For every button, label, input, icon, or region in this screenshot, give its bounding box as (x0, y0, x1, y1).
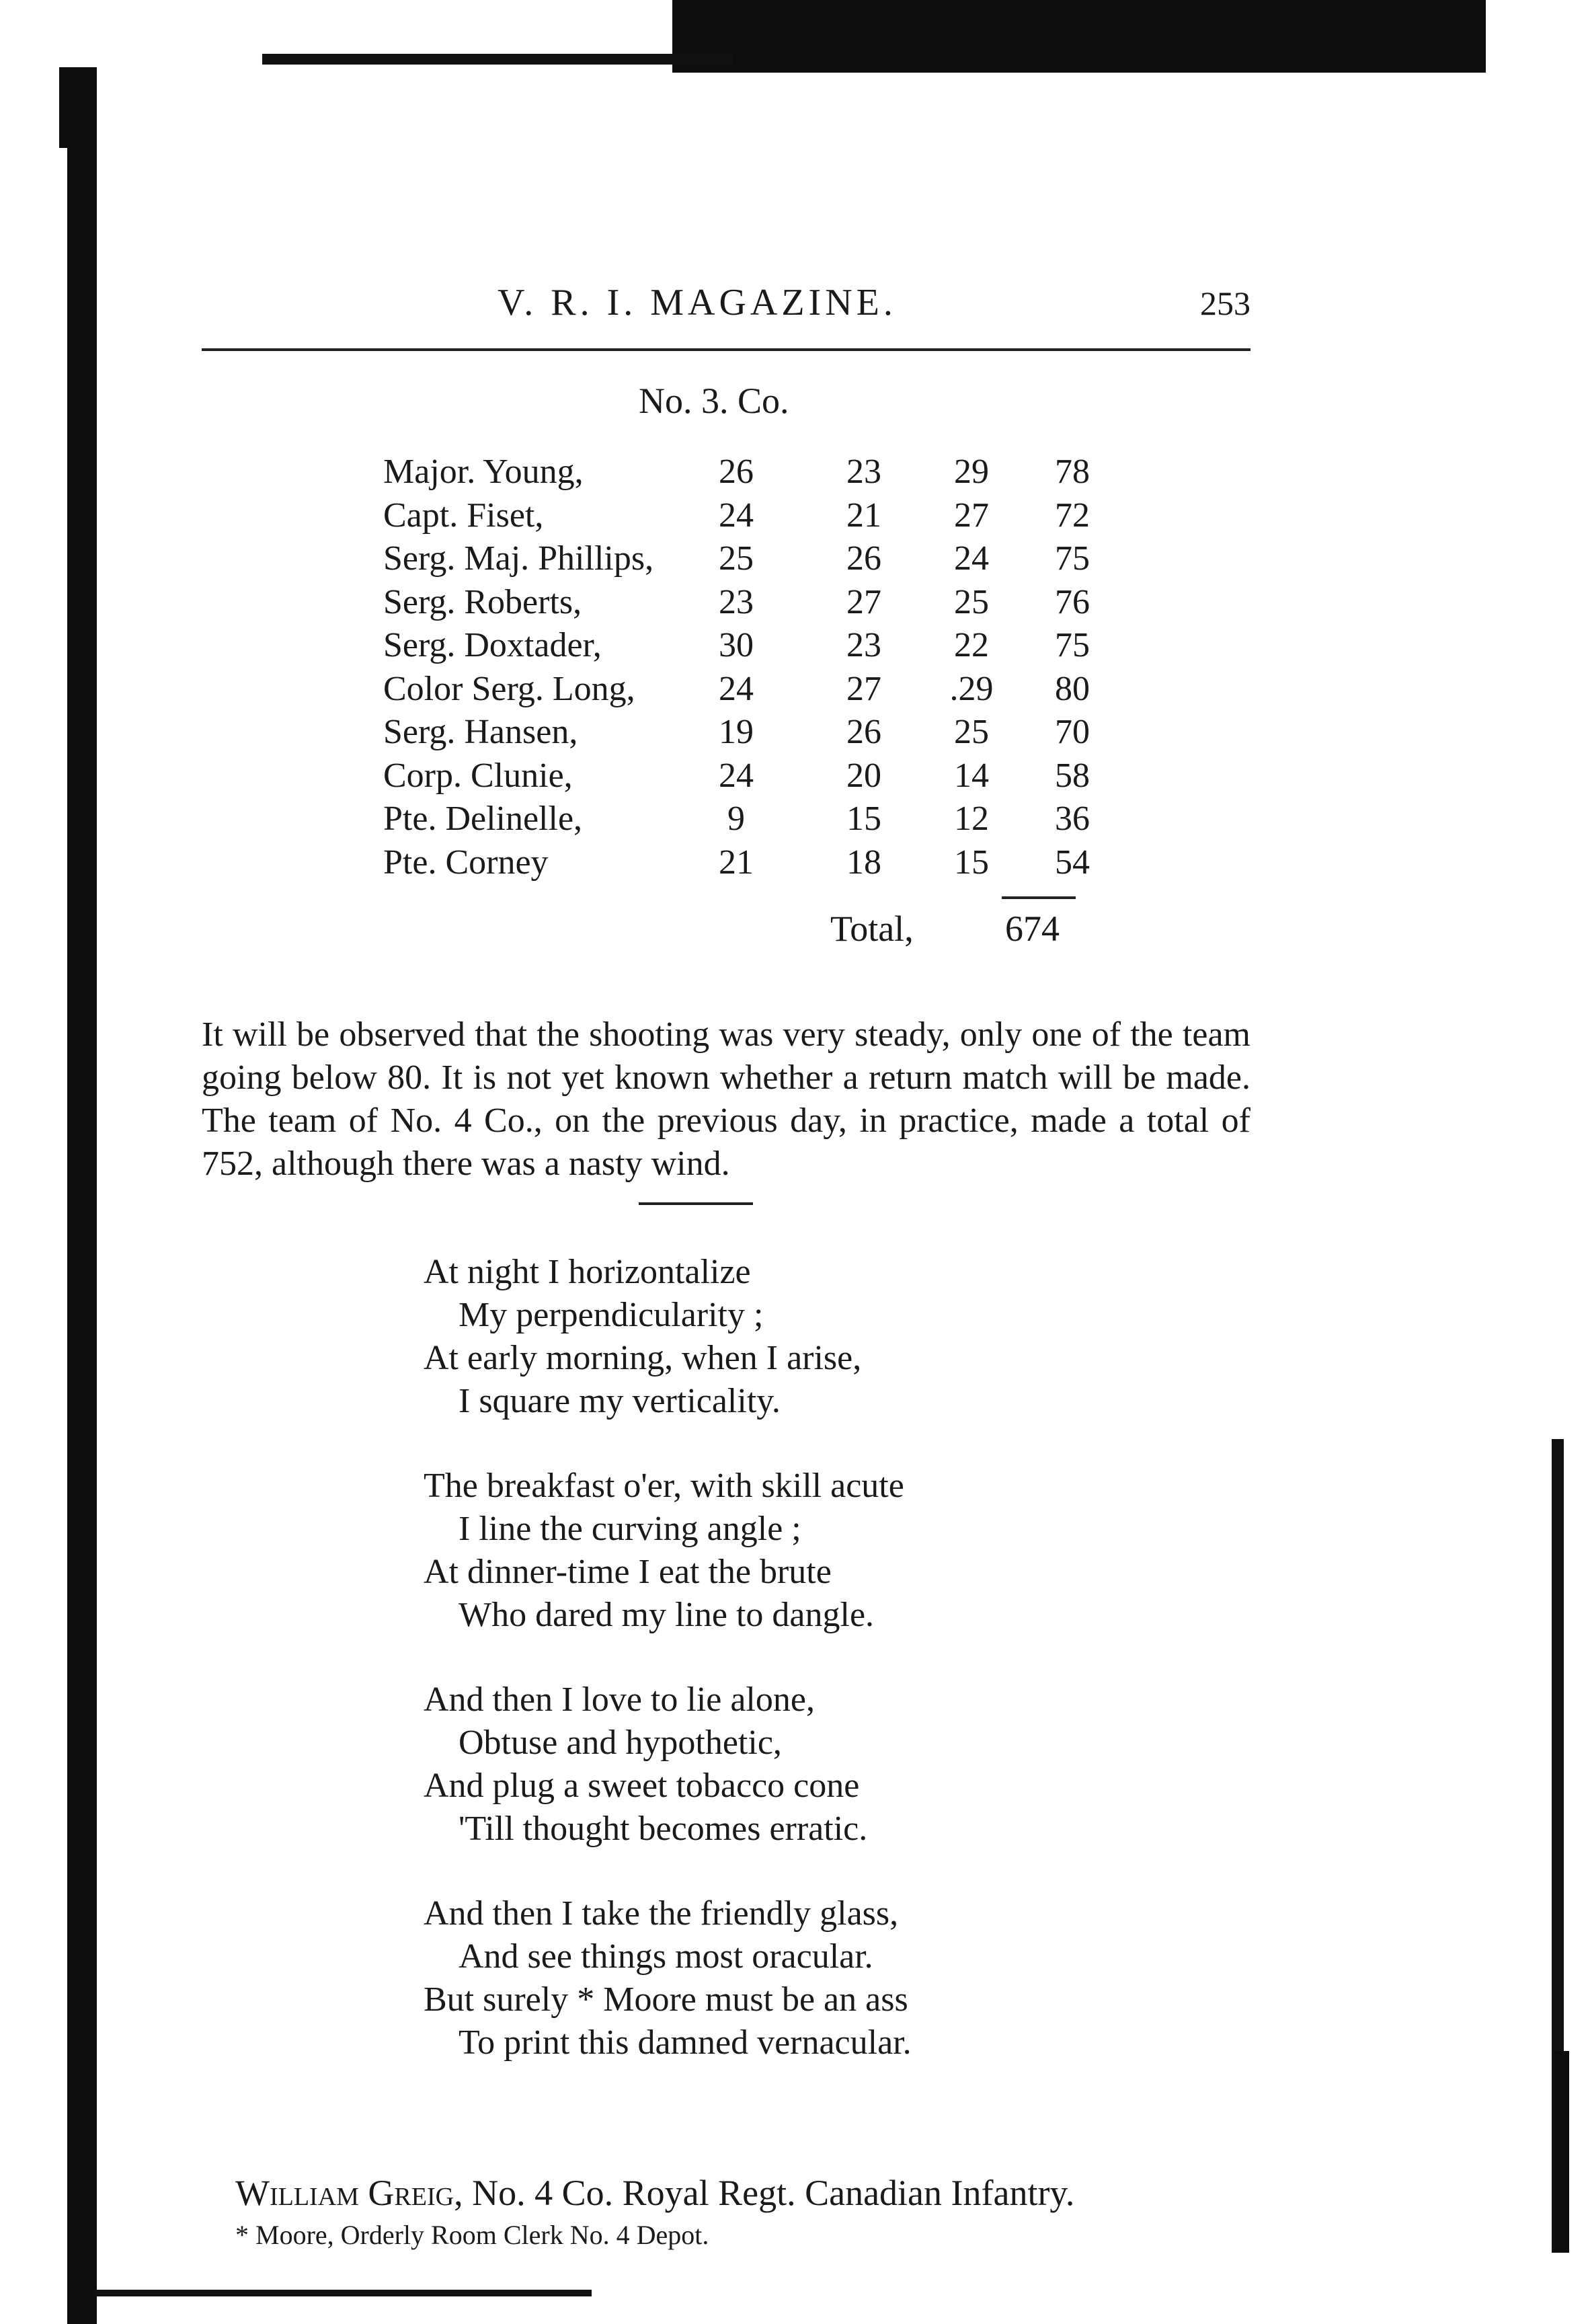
score-range-3: 15 (954, 843, 989, 882)
score-range-3: 14 (954, 756, 989, 795)
total-value: 674 (1005, 908, 1060, 949)
body-paragraph: It will be observed that the shooting was very steady, only one of the team going below 80. It is not yet known whether a return match will be made. The team of No. 4 Co., on the previous day, in practice, made a total of 752, although there was a nasty wind. (202, 1015, 1250, 1183)
poem-stanza (424, 1465, 1230, 1637)
score-range-2: 20 (846, 756, 881, 795)
score-range-2: 27 (846, 669, 881, 708)
poem-line: And then I take the friendly glass, (424, 1894, 899, 1933)
score-row (383, 494, 1123, 538)
scan-edge-top-thin (262, 54, 733, 65)
score-row (383, 581, 1123, 625)
header-rule (202, 348, 1250, 351)
score-total: 54 (1055, 843, 1090, 882)
score-total: 70 (1055, 713, 1090, 751)
score-range-3: 12 (954, 800, 989, 838)
score-range-1: 9 (727, 800, 745, 838)
poem-line: The breakfast o'er, with skill acute (424, 1467, 904, 1505)
score-row (383, 668, 1123, 711)
score-range-3: 25 (954, 713, 989, 751)
shooter-name: Color Serg. Long, (383, 669, 635, 708)
poem-line: To print this damned vernacular. (459, 2023, 912, 2062)
poem-stanza (424, 1678, 1230, 1851)
score-range-1: 26 (719, 453, 754, 491)
shooter-name: Pte. Delinelle, (383, 800, 583, 838)
score-row (383, 798, 1123, 841)
poem-line: At dinner-time I eat the brute (424, 1553, 832, 1591)
company-heading: No. 3. Co. (639, 381, 789, 421)
poem-stanza (424, 1251, 1230, 1423)
score-row (383, 711, 1123, 754)
poem-line: At night I horizontalize (424, 1253, 751, 1291)
score-total: 36 (1055, 800, 1090, 838)
score-range-2: 23 (846, 453, 881, 491)
poem-line: And plug a sweet tobacco cone (424, 1767, 860, 1805)
total-label: Total, (830, 908, 914, 949)
shooter-name: Serg. Doxtader, (383, 626, 602, 664)
poem (424, 1251, 1230, 2106)
scan-edge-bottom (94, 2290, 592, 2296)
poem-line: My perpendicularity ; (459, 1296, 764, 1334)
score-total: 80 (1055, 669, 1090, 708)
score-range-2: 23 (846, 626, 881, 664)
score-range-2: 27 (846, 582, 881, 621)
score-range-3: .29 (949, 669, 994, 708)
scan-edge-left (67, 67, 97, 2324)
score-range-2: 26 (846, 713, 881, 751)
score-range-1: 23 (719, 582, 754, 621)
score-range-1: 30 (719, 626, 754, 664)
score-range-1: 24 (719, 756, 754, 795)
score-range-3: 22 (954, 626, 989, 664)
score-range-3: 29 (954, 453, 989, 491)
score-row (383, 451, 1123, 494)
score-total: 75 (1055, 626, 1090, 664)
page-number: 253 (1200, 284, 1250, 322)
poem-line: And then I love to lie alone, (424, 1680, 815, 1719)
poem-line: I square my verticality. (459, 1382, 781, 1420)
footnote: * Moore, Orderly Room Clerk No. 4 Depot. (235, 2220, 709, 2250)
score-row (383, 537, 1123, 581)
sum-rule (1002, 896, 1076, 899)
scan-edge-top (672, 0, 1486, 73)
shooter-name: Corp. Clunie, (383, 756, 573, 795)
score-range-1: 19 (719, 713, 754, 751)
shooter-name: Capt. Fiset, (383, 496, 544, 535)
magazine-title: V. R. I. MAGAZINE. (498, 282, 897, 323)
score-range-1: 24 (719, 669, 754, 708)
score-row (383, 624, 1123, 668)
score-range-1: 24 (719, 496, 754, 535)
score-total: 75 (1055, 539, 1090, 578)
score-total: 72 (1055, 496, 1090, 535)
score-total: 58 (1055, 756, 1090, 795)
shooter-name: Serg. Roberts, (383, 582, 582, 621)
score-range-3: 25 (954, 582, 989, 621)
poem-line: And see things most oracular. (459, 1937, 873, 1976)
score-table (383, 451, 1123, 884)
score-row (383, 841, 1123, 885)
shooter-name: Pte. Corney (383, 843, 549, 882)
author-name: William Greig, (235, 2173, 463, 2213)
poem-line: 'Till thought becomes erratic. (459, 1810, 868, 1848)
shooter-name: Major. Young, (383, 453, 584, 491)
poem-line: At early morning, when I arise, (424, 1339, 862, 1377)
score-range-3: 27 (954, 496, 989, 535)
running-header (202, 281, 1250, 335)
scan-edge-right-lower (1554, 2051, 1569, 2253)
section-divider (639, 1202, 753, 1205)
poem-line: I line the curving angle ; (459, 1510, 801, 1548)
score-total: 78 (1055, 453, 1090, 491)
score-total: 76 (1055, 582, 1090, 621)
shooter-name: Serg. Maj. Phillips, (383, 539, 654, 578)
score-range-1: 25 (719, 539, 754, 578)
author-signature (235, 2172, 1074, 2214)
author-affiliation: No. 4 Co. Royal Regt. Canadian Infantry. (472, 2173, 1075, 2213)
poem-line: Obtuse and hypothetic, (459, 1723, 782, 1762)
score-range-2: 15 (846, 800, 881, 838)
score-range-2: 18 (846, 843, 881, 882)
score-range-2: 21 (846, 496, 881, 535)
poem-line: Who dared my line to dangle. (459, 1596, 875, 1634)
poem-line: But surely * Moore must be an ass (424, 1980, 908, 2019)
score-row (383, 754, 1123, 798)
shooter-name: Serg. Hansen, (383, 713, 578, 751)
score-range-3: 24 (954, 539, 989, 578)
poem-stanza (424, 1892, 1230, 2064)
score-range-2: 26 (846, 539, 881, 578)
score-range-1: 21 (719, 843, 754, 882)
